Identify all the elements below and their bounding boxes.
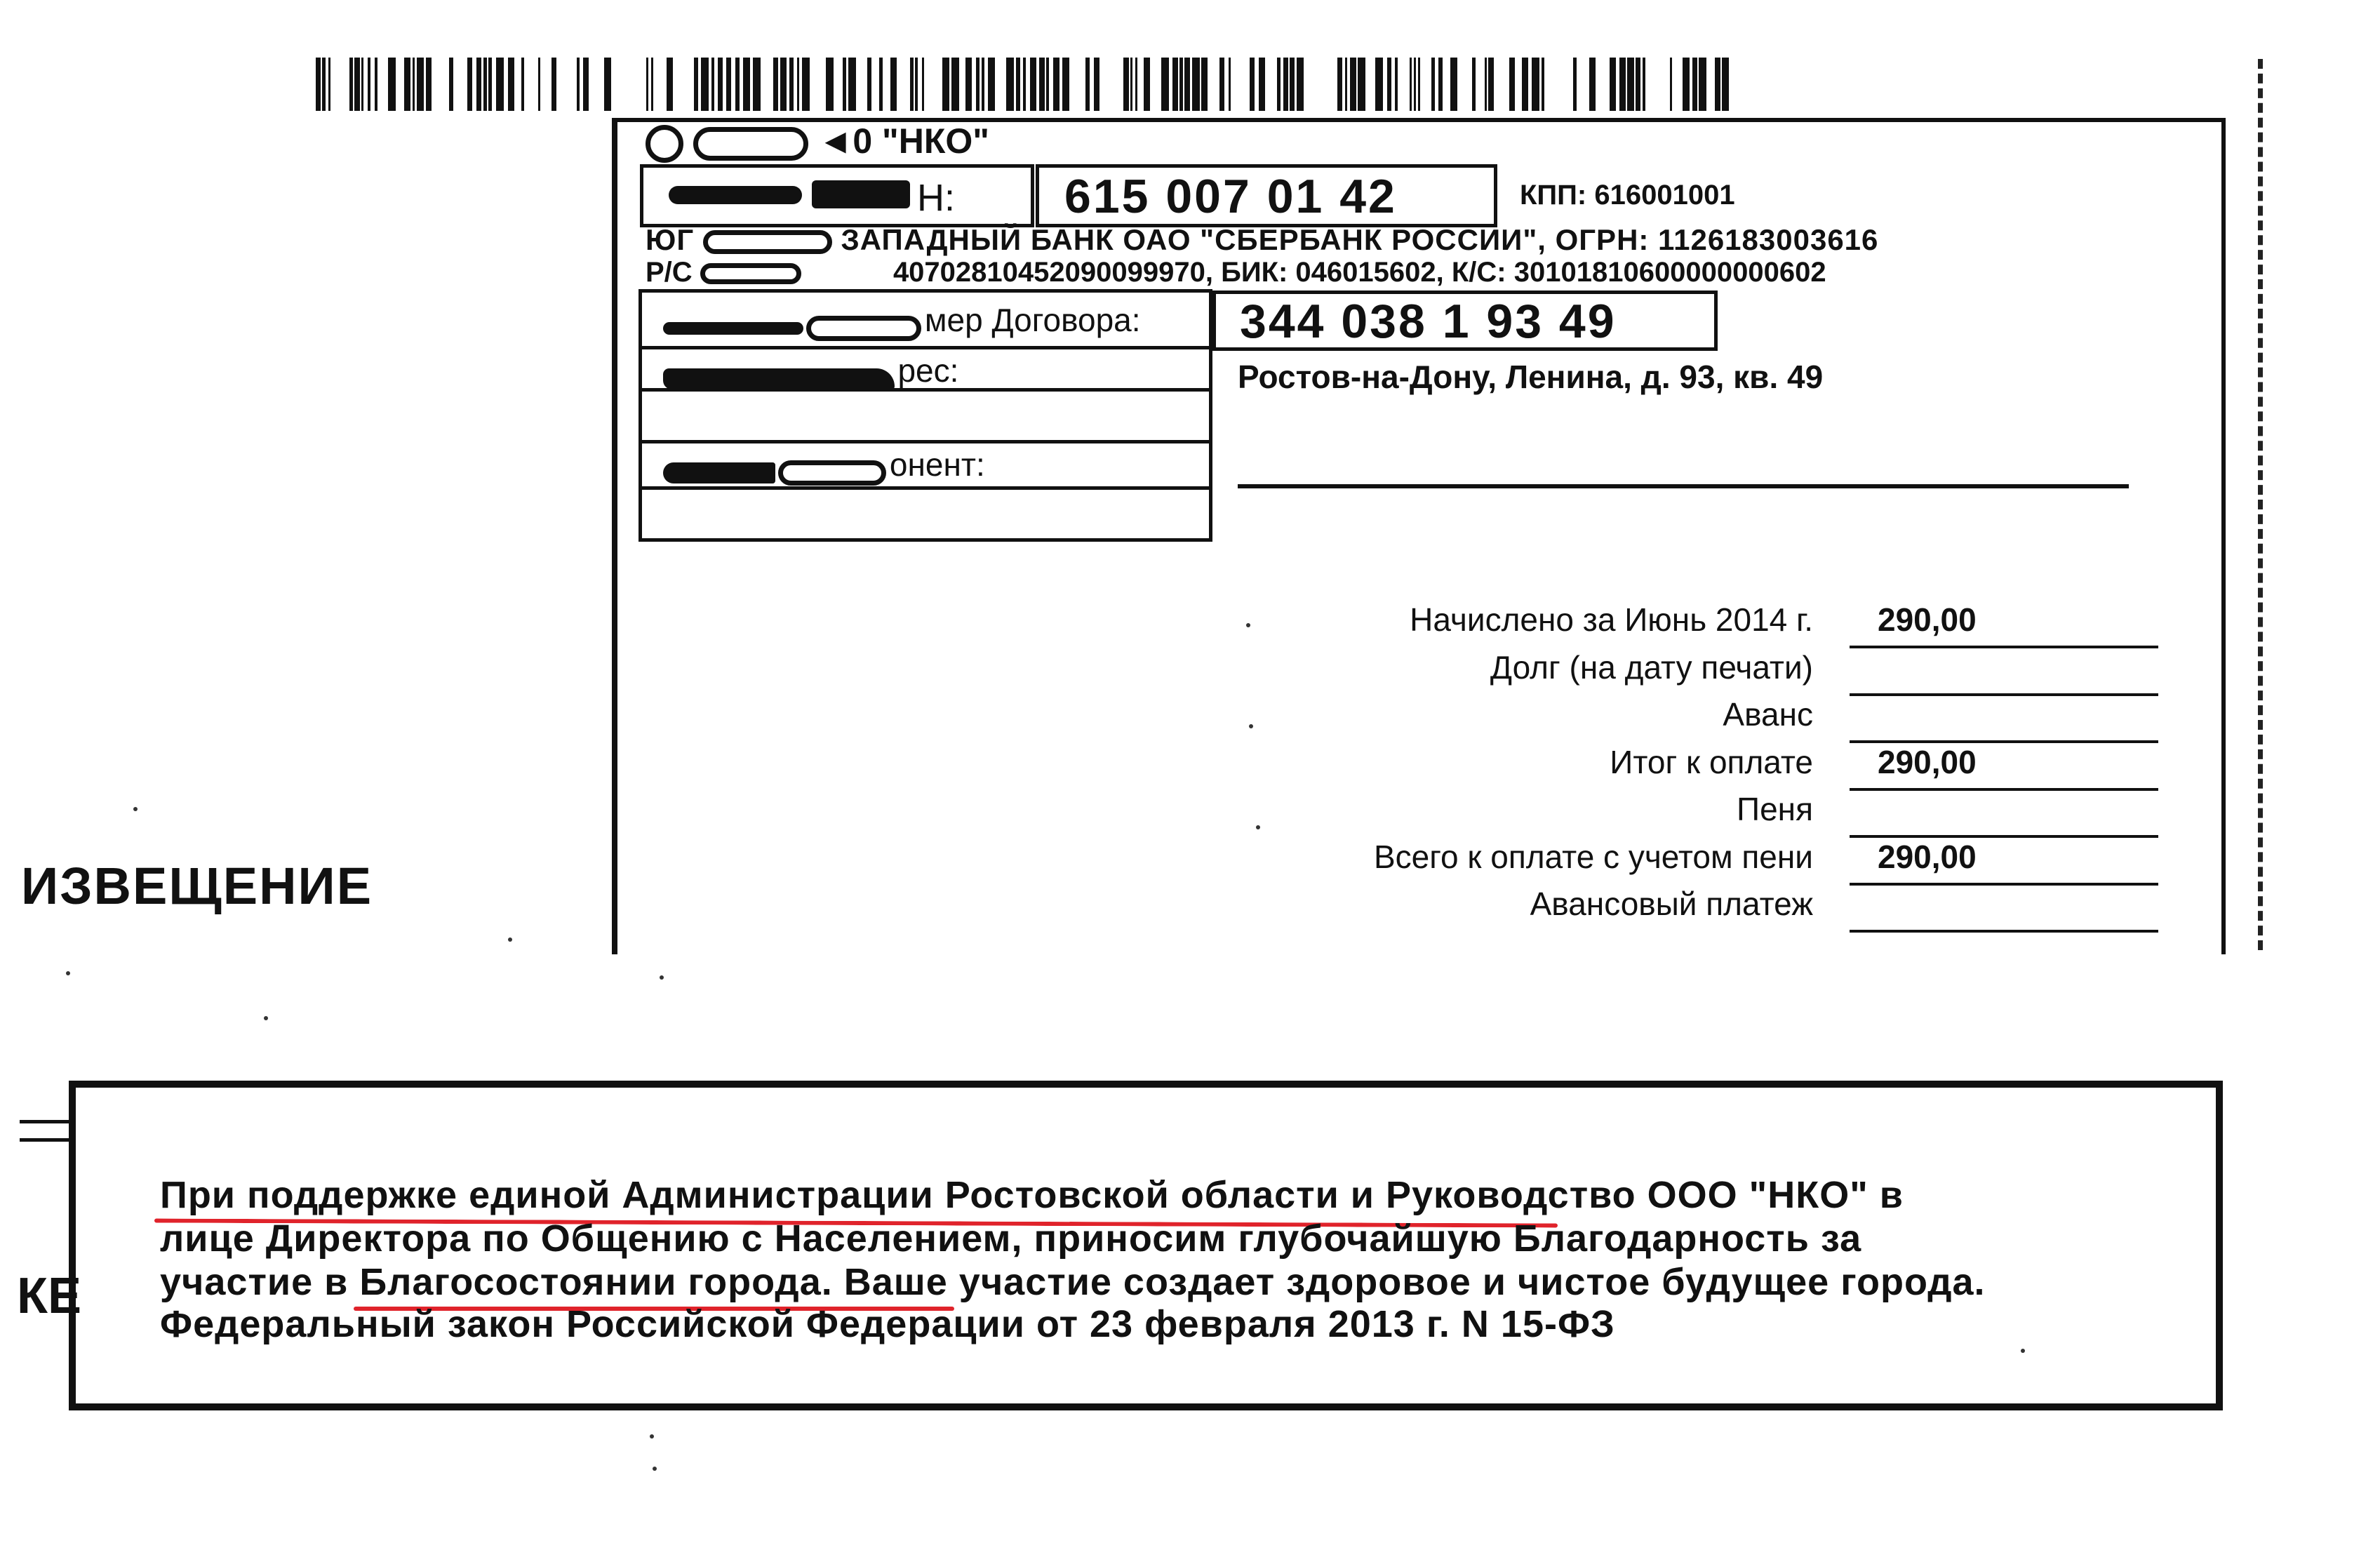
barcode-bar bbox=[789, 58, 794, 111]
barcode-bar bbox=[780, 58, 787, 111]
barcode-bar bbox=[1387, 58, 1391, 111]
barcode-bar bbox=[467, 58, 472, 111]
redaction-mark bbox=[806, 316, 921, 341]
barcode-bar bbox=[1201, 58, 1208, 111]
barcode-bar bbox=[965, 58, 972, 111]
barcode-bar bbox=[476, 58, 481, 111]
subscriber-label: онент: bbox=[889, 446, 985, 483]
barcode-bar bbox=[1699, 58, 1706, 111]
barcode-bar bbox=[1636, 58, 1640, 111]
charge-label: Аванс bbox=[1723, 696, 1813, 733]
notice-side-label: ИЗВЕЩЕНИЕ bbox=[21, 857, 373, 915]
barcode-bar bbox=[388, 58, 396, 111]
barcode-bar bbox=[1229, 58, 1231, 111]
redaction-mark bbox=[812, 180, 910, 208]
barcode-bar bbox=[1542, 58, 1544, 111]
redaction-mark bbox=[778, 460, 886, 486]
barcode-bar bbox=[879, 58, 883, 111]
notice-line-1: При поддержке единой Администрации Ростовской области и Руководство ООО "НКО" в bbox=[160, 1174, 1904, 1216]
barcode-bar bbox=[1219, 58, 1224, 111]
barcode-bar bbox=[1472, 58, 1476, 111]
barcode-bar bbox=[773, 58, 778, 111]
barcode-bar bbox=[922, 58, 924, 111]
barcode-bar bbox=[1259, 58, 1265, 111]
charge-label: Начислено за Июнь 2014 г. bbox=[1410, 601, 1813, 638]
barcode-bar bbox=[521, 58, 524, 111]
barcode-bar bbox=[1573, 58, 1577, 111]
barcode-bar bbox=[1395, 58, 1398, 111]
barcode-bar bbox=[1283, 58, 1288, 111]
barcode-bar bbox=[843, 58, 846, 111]
barcode-bar bbox=[1358, 58, 1365, 111]
barcode-bar bbox=[753, 58, 761, 111]
edge-line bbox=[20, 1120, 69, 1123]
barcode-bar bbox=[1345, 58, 1347, 111]
barcode-bar bbox=[375, 58, 377, 111]
barcode-bar bbox=[694, 58, 698, 111]
barcode-bar bbox=[701, 58, 709, 111]
barcode-bar bbox=[551, 58, 556, 111]
barcode-bar bbox=[368, 58, 370, 111]
notice-box bbox=[69, 1081, 2223, 1410]
barcode-bar bbox=[349, 58, 353, 111]
charge-underline bbox=[1850, 646, 2158, 648]
barcode-bar bbox=[1006, 58, 1014, 111]
org-name: ◄0 "НКО" bbox=[646, 121, 989, 163]
barcode-bar bbox=[1418, 58, 1420, 111]
charge-underline bbox=[1850, 930, 2158, 933]
barcode-bar bbox=[496, 58, 504, 111]
barcode-bar bbox=[1172, 58, 1178, 111]
charge-label: Долг (на дату печати) bbox=[1490, 648, 1813, 686]
barcode-bar bbox=[1532, 58, 1539, 111]
barcode-bar bbox=[1016, 58, 1020, 111]
contract-label: мер Договора: bbox=[924, 302, 1141, 338]
address-underline bbox=[1238, 484, 2129, 488]
barcode-bar bbox=[1184, 58, 1190, 111]
barcode-bar bbox=[1619, 58, 1626, 111]
barcode-bar bbox=[910, 58, 914, 111]
barcode-bar bbox=[1250, 58, 1255, 111]
charge-label: Всего к оплате с учетом пени bbox=[1373, 838, 1813, 875]
barcode-bar bbox=[1337, 58, 1342, 111]
barcode-bar bbox=[848, 58, 856, 111]
contract-label-row bbox=[663, 301, 1141, 341]
charge-label: Пеня bbox=[1737, 791, 1813, 827]
barcode-bar bbox=[1488, 58, 1494, 111]
notice-line-2: лице Директора по Общению с Населением, приносим глубочайшую Благодарность за bbox=[160, 1217, 1862, 1260]
barcode-bar bbox=[915, 58, 918, 111]
barcode-bar bbox=[718, 58, 723, 111]
barcode-bar bbox=[1144, 58, 1150, 111]
barcode-bar bbox=[449, 58, 453, 111]
barcode-bar bbox=[1610, 58, 1616, 111]
charge-label: Авансовый платеж bbox=[1530, 886, 1813, 922]
charge-underline bbox=[1850, 883, 2158, 886]
edge-line bbox=[20, 1138, 69, 1142]
page-edge-dashed bbox=[2258, 59, 2263, 950]
barcode-bar bbox=[483, 58, 487, 111]
barcode-bar bbox=[1039, 58, 1045, 111]
barcode-bar bbox=[826, 58, 834, 111]
inn-value: 615 007 01 42 bbox=[1064, 170, 1397, 223]
address-value: Ростов-на-Дону, Ленина, д. 93, кв. 49 bbox=[1238, 359, 1824, 395]
redaction-mark bbox=[703, 230, 832, 254]
barcode-bar bbox=[404, 58, 410, 111]
barcode-bar bbox=[976, 58, 980, 111]
inn-label: Н: bbox=[917, 177, 955, 219]
barcode-bar bbox=[890, 58, 897, 111]
barcode-bar bbox=[1589, 58, 1596, 111]
barcode-bar bbox=[1485, 58, 1487, 111]
barcode-bar bbox=[1123, 58, 1129, 111]
barcode-bar bbox=[942, 58, 949, 111]
barcode-bar bbox=[322, 58, 326, 111]
barcode-bar bbox=[1277, 58, 1281, 111]
barcode-bar bbox=[328, 58, 330, 111]
charge-underline bbox=[1850, 788, 2158, 791]
redaction-mark bbox=[700, 263, 801, 284]
contract-value-box bbox=[1212, 291, 1718, 351]
barcode-bar bbox=[583, 58, 589, 111]
address-label-row bbox=[663, 352, 958, 389]
barcode-bar bbox=[1085, 58, 1090, 111]
barcode-bar bbox=[1627, 58, 1634, 111]
barcode-bar bbox=[1135, 58, 1137, 111]
barcode-bar bbox=[1053, 58, 1059, 111]
barcode-bar bbox=[743, 58, 750, 111]
barcode-bar bbox=[726, 58, 731, 111]
barcode-bar bbox=[667, 58, 673, 111]
barcode-bar bbox=[1046, 58, 1049, 111]
barcode-bar bbox=[1509, 58, 1515, 111]
bank-line-1: ЮГ ЗАПАДНЫЙ БАНК ОАО "СБЕРБАНК РОССИИ", ОГРН: 1126183003616 bbox=[646, 223, 1879, 256]
barcode-bar bbox=[1670, 58, 1672, 111]
barcode-bar bbox=[538, 58, 540, 111]
barcode-bar bbox=[951, 58, 959, 111]
redaction-mark bbox=[663, 462, 775, 483]
barcode-bar bbox=[1375, 58, 1383, 111]
barcode-bar bbox=[508, 58, 514, 111]
charge-underline bbox=[1850, 693, 2158, 696]
barcode-bar bbox=[1030, 58, 1036, 111]
barcode-bar bbox=[1297, 58, 1304, 111]
barcode-bar bbox=[1414, 58, 1416, 111]
bank-line-2: Р/С 40702810452090099970, БИК: 046015602, К/С: 30101810600000000602 bbox=[646, 257, 1826, 288]
barcode-bar bbox=[361, 58, 363, 111]
redaction-mark bbox=[693, 127, 808, 161]
barcode-bar bbox=[802, 58, 810, 111]
barcode-bar bbox=[417, 58, 424, 111]
barcode bbox=[316, 58, 1726, 111]
redaction-mark bbox=[663, 368, 895, 389]
charge-value: 290,00 bbox=[1878, 838, 1977, 875]
barcode-bar bbox=[988, 58, 995, 111]
charge-value: 290,00 bbox=[1878, 743, 1977, 780]
barcode-bar bbox=[1450, 58, 1457, 111]
barcode-bar bbox=[1290, 58, 1295, 111]
kpp: КПП: 616001001 bbox=[1520, 180, 1735, 211]
label-column bbox=[639, 289, 1212, 542]
barcode-bar bbox=[488, 58, 492, 111]
charge-label: Итог к оплате bbox=[1610, 743, 1813, 780]
contract-value: 344 038 1 93 49 bbox=[1240, 295, 1617, 348]
barcode-bar bbox=[1023, 58, 1026, 111]
barcode-bar bbox=[797, 58, 799, 111]
barcode-bar bbox=[1179, 58, 1183, 111]
barcode-bar bbox=[646, 58, 648, 111]
barcode-bar bbox=[316, 58, 321, 111]
barcode-bar bbox=[1522, 58, 1528, 111]
barcode-bar bbox=[651, 58, 653, 111]
barcode-bar bbox=[1643, 58, 1645, 111]
barcode-bar bbox=[1062, 58, 1069, 111]
barcode-bar bbox=[1683, 58, 1690, 111]
notice-line-4: Федеральный закон Российской Федерации от 23 февраля 2013 г. N 15-ФЗ bbox=[160, 1303, 1615, 1345]
barcode-bar bbox=[1161, 58, 1169, 111]
barcode-bar bbox=[1192, 58, 1200, 111]
barcode-bar bbox=[1094, 58, 1099, 111]
barcode-bar bbox=[1722, 58, 1729, 111]
side-fragment-text: КЕ bbox=[17, 1268, 81, 1324]
barcode-bar bbox=[735, 58, 740, 111]
barcode-bar bbox=[711, 58, 714, 111]
barcode-bar bbox=[1130, 58, 1132, 111]
redaction-mark bbox=[669, 186, 802, 204]
subscriber-label-row bbox=[663, 446, 985, 486]
barcode-bar bbox=[982, 58, 984, 111]
inn-label-box bbox=[640, 164, 1034, 227]
charge-value: 290,00 bbox=[1878, 601, 1977, 638]
redaction-mark bbox=[663, 322, 803, 335]
barcode-bar bbox=[577, 58, 580, 111]
barcode-bar bbox=[354, 58, 360, 111]
notice-line-3: участие в Благосостоянии города. Ваше участие создает здоровое и чистое будущее города. bbox=[160, 1261, 1986, 1303]
barcode-bar bbox=[1431, 58, 1435, 111]
barcode-bar bbox=[426, 58, 432, 111]
barcode-bar bbox=[1715, 58, 1720, 111]
barcode-bar bbox=[604, 58, 611, 111]
barcode-bar bbox=[413, 58, 415, 111]
barcode-bar bbox=[867, 58, 871, 111]
barcode-bar bbox=[1438, 58, 1443, 111]
barcode-bar bbox=[1410, 58, 1412, 111]
address-label: рес: bbox=[897, 352, 959, 389]
barcode-bar bbox=[1692, 58, 1697, 111]
barcode-bar bbox=[1350, 58, 1356, 111]
inn-value-box bbox=[1036, 164, 1497, 227]
